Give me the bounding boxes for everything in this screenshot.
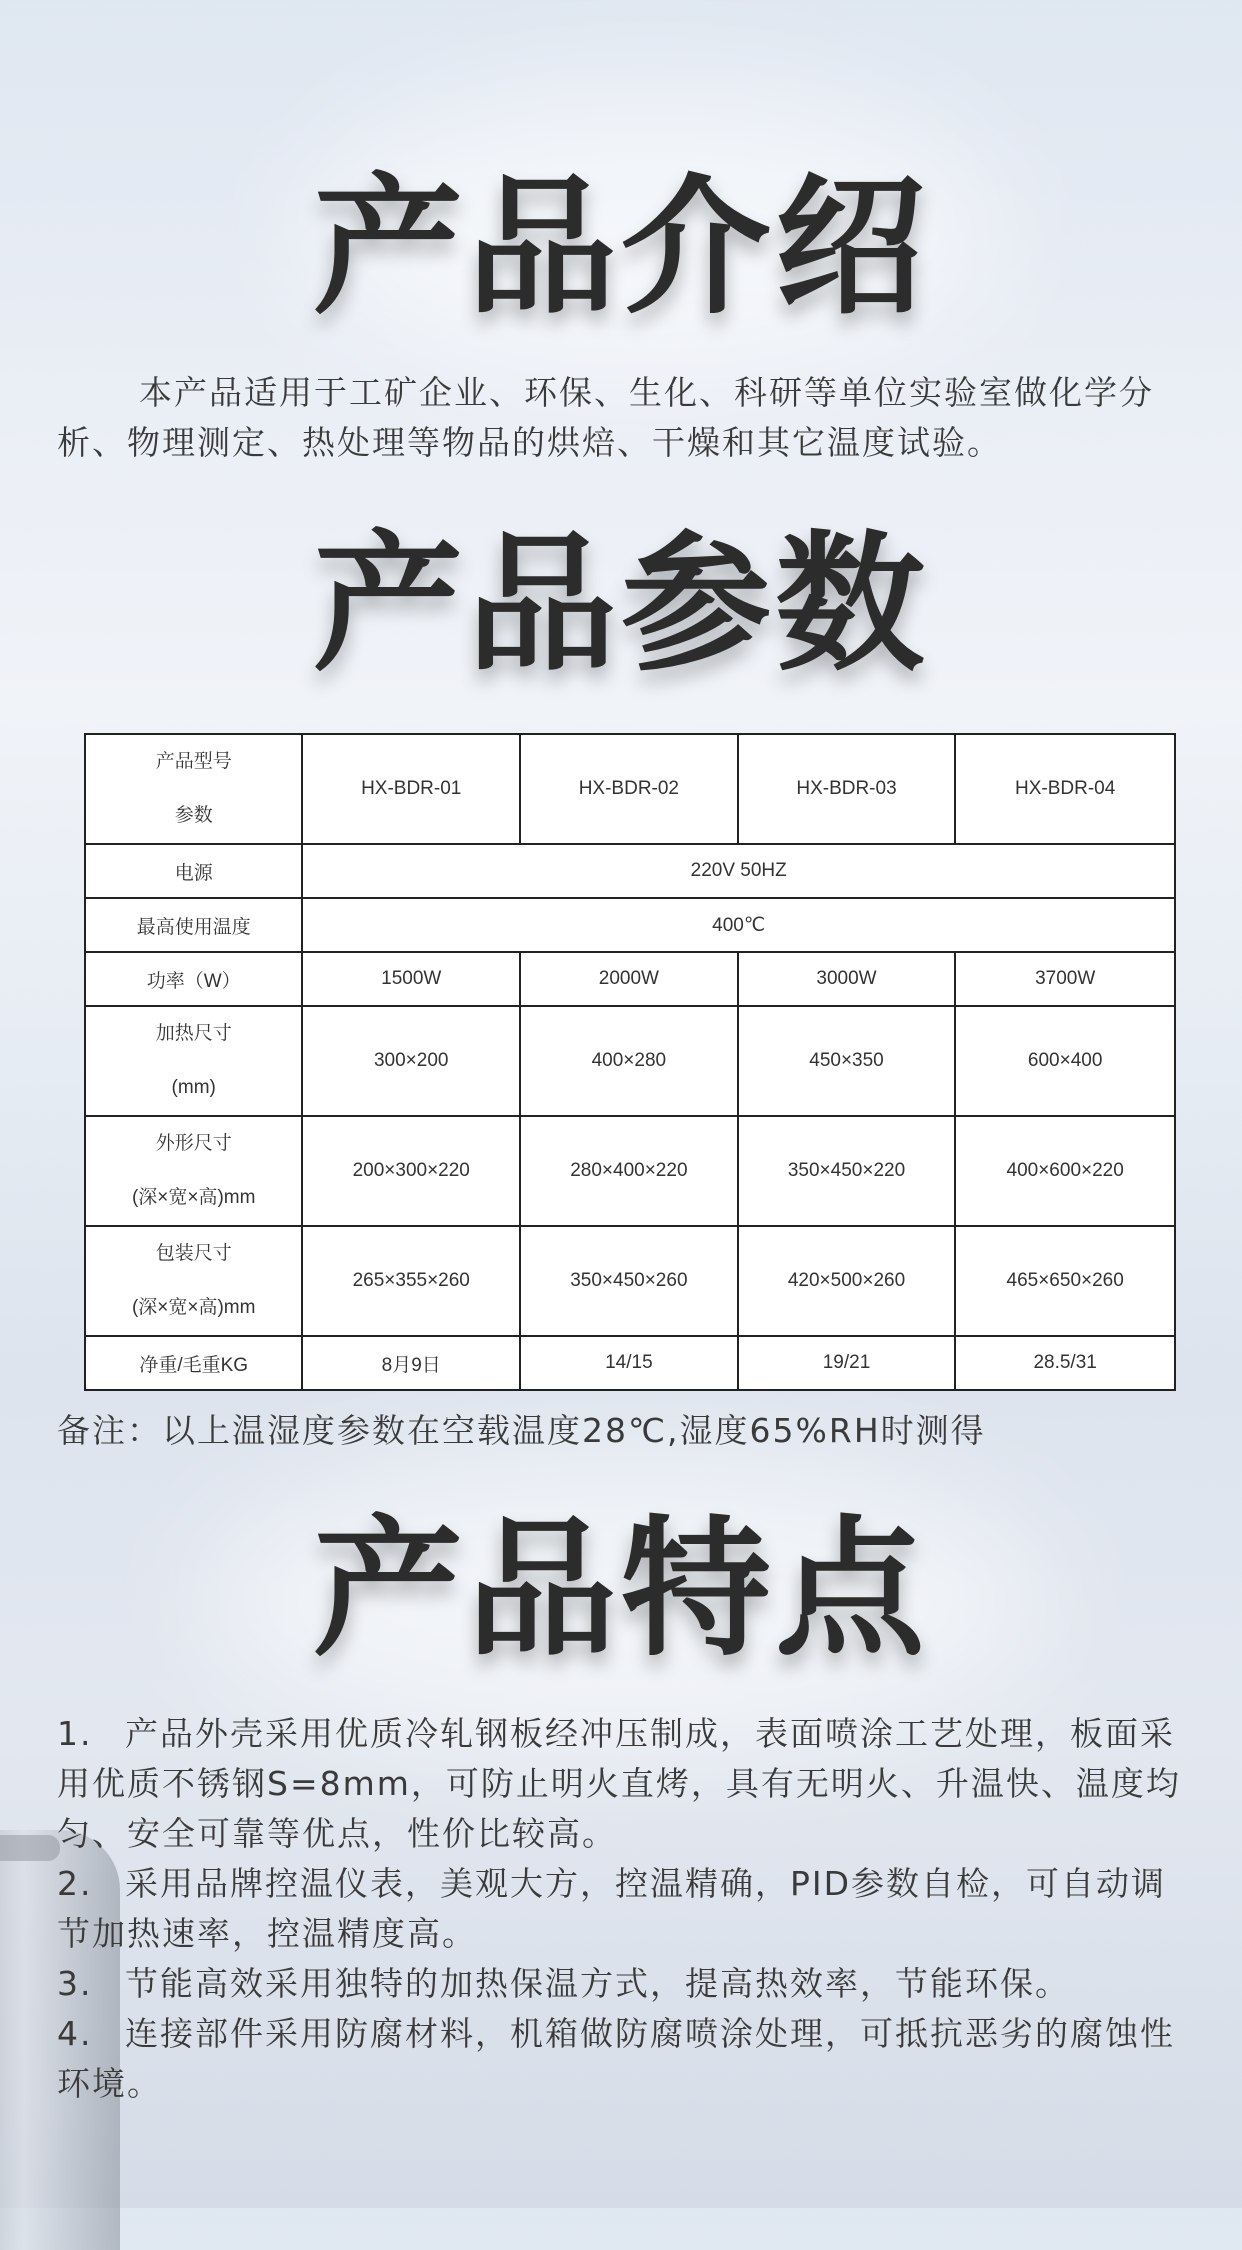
heat-size-value: 450×350 — [738, 1006, 956, 1116]
table-note: 备注：以上温湿度参数在空载温度28℃,湿度65%RH时测得 — [57, 1411, 986, 1450]
max-temp-label: 最高使用温度 — [85, 898, 302, 952]
heat-size-value: 400×280 — [520, 1006, 738, 1116]
table-row — [85, 844, 1175, 898]
model-cell: HX-BDR-02 — [520, 734, 738, 844]
outer-size-value: 200×300×220 — [302, 1116, 520, 1226]
outer-size-label-line2: (深×宽×高)mm — [131, 1187, 256, 1208]
intro-paragraph: 本产品适用于工矿企业、环保、生化、科研等单位实验室做化学分析、物理测定、热处理等物品的烘焙、干燥和其它温度试验。 — [57, 373, 1154, 462]
heat-size-value: 600×400 — [955, 1006, 1175, 1116]
heat-size-value: 300×200 — [302, 1006, 520, 1116]
pack-size-value: 465×650×260 — [955, 1226, 1175, 1336]
table-row — [85, 1006, 1175, 1116]
table-row — [85, 952, 1175, 1006]
feature-text: 采用品牌控温仪表，美观大方，控温精确，PID参数自检，可自动调节加热速率，控温精度高。 — [57, 1864, 1167, 1953]
table-row — [85, 898, 1175, 952]
features-list — [57, 1709, 1187, 2109]
weight-value: 28.5/31 — [955, 1336, 1175, 1390]
heat-size-label — [85, 1006, 302, 1116]
product-bottle-cap-decoration — [0, 1835, 60, 1861]
features-heading: 产品特点 — [312, 1503, 929, 1677]
header-param-label: 参数 — [174, 805, 213, 826]
max-temp-value: 400℃ — [302, 898, 1175, 952]
list-item — [57, 1859, 1187, 1959]
weight-value: 14/15 — [520, 1336, 738, 1390]
list-item — [57, 2009, 1187, 2109]
params-table — [84, 733, 1176, 1391]
pack-size-label-line2: (深×宽×高)mm — [131, 1297, 256, 1318]
model-cell: HX-BDR-01 — [302, 734, 520, 844]
model-cell: HX-BDR-04 — [955, 734, 1175, 844]
power-value: 3000W — [738, 952, 956, 1006]
outer-size-value: 350×450×220 — [738, 1116, 956, 1226]
power-supply-value: 220V 50HZ — [302, 844, 1175, 898]
outer-size-label-line1: 外形尺寸 — [155, 1133, 232, 1154]
outer-size-label — [85, 1116, 302, 1226]
list-item — [57, 1959, 1187, 2009]
feature-number: 3. — [57, 1964, 93, 2003]
feature-text: 产品外壳采用优质冷轧钢板经冲压制成，表面喷涂工艺处理，板面采用优质不锈钢S=8mm，可防止明火直烤，具有无明火、升温快、温度均匀、安全可靠等优点，性价比较高。 — [57, 1714, 1181, 1853]
list-item — [57, 1709, 1187, 1859]
pack-size-label-line1: 包装尺寸 — [155, 1243, 232, 1264]
feature-number: 1. — [57, 1714, 93, 1753]
feature-number: 2. — [57, 1864, 93, 1903]
weight-value: 8月9日 — [302, 1336, 520, 1390]
model-cell: HX-BDR-03 — [738, 734, 956, 844]
weight-label: 净重/毛重KG — [85, 1336, 302, 1390]
power-label: 功率（W） — [85, 952, 302, 1006]
pack-size-value: 350×450×260 — [520, 1226, 738, 1336]
heat-size-label-line2: (mm) — [171, 1077, 216, 1098]
power-value: 2000W — [520, 952, 738, 1006]
header-cell — [85, 734, 302, 844]
power-supply-label: 电源 — [85, 844, 302, 898]
feature-text: 连接部件采用防腐材料，机箱做防腐喷涂处理，可抵抗恶劣的腐蚀性环境。 — [57, 2014, 1175, 2103]
power-value: 3700W — [955, 952, 1175, 1006]
pack-size-label — [85, 1226, 302, 1336]
feature-number: 4. — [57, 2014, 93, 2053]
table-row — [85, 1226, 1175, 1336]
pack-size-value: 265×355×260 — [302, 1226, 520, 1336]
outer-size-value: 280×400×220 — [520, 1116, 738, 1226]
table-row — [85, 1336, 1175, 1390]
params-heading: 产品参数 — [312, 518, 929, 692]
table-row — [85, 734, 1175, 844]
weight-value: 19/21 — [738, 1336, 956, 1390]
feature-text: 节能高效采用独特的加热保温方式，提高热效率，节能环保。 — [125, 1964, 1070, 2003]
power-value: 1500W — [302, 952, 520, 1006]
table-row — [85, 1116, 1175, 1226]
header-model-label: 产品型号 — [155, 751, 232, 772]
outer-size-value: 400×600×220 — [955, 1116, 1175, 1226]
intro-heading: 产品介绍 — [312, 161, 929, 335]
heat-size-label-line1: 加热尺寸 — [155, 1023, 232, 1044]
pack-size-value: 420×500×260 — [738, 1226, 956, 1336]
